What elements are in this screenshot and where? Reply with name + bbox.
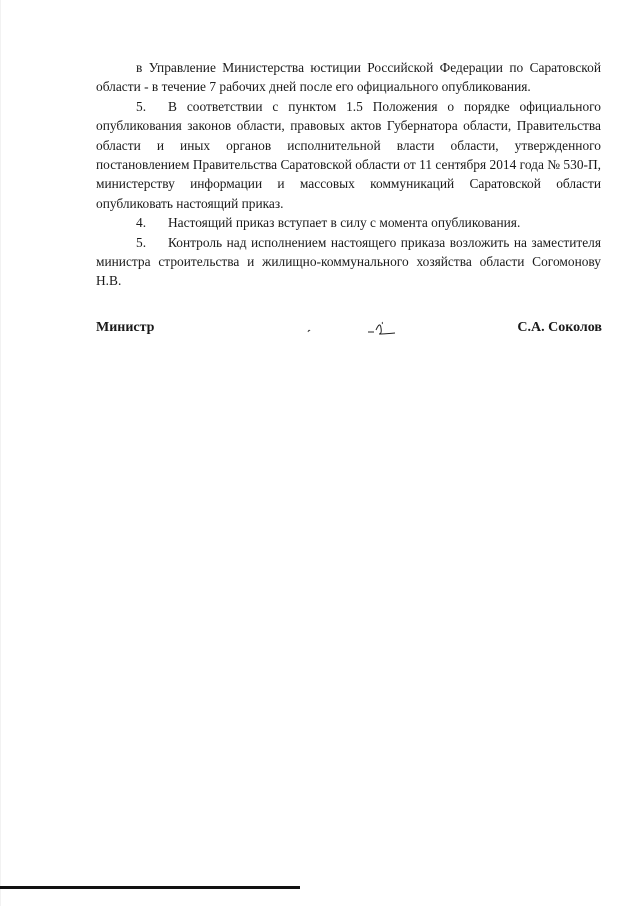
handwritten-signature	[306, 318, 416, 342]
signature-block	[96, 318, 602, 342]
signatory-title: Министр	[96, 320, 155, 335]
paragraph-item-4-effect	[96, 213, 601, 232]
document-body	[96, 58, 601, 291]
paragraph-intro-fragment	[96, 58, 601, 97]
scan-edge	[0, 0, 1, 906]
paragraph-text: в Управление Министерства юстиции Российской Федерации по Саратовской области - в течение 7 рабочих дней после его официального опубликования.	[96, 60, 601, 95]
paragraph-item-5-control	[96, 233, 601, 291]
paragraph-text: Настоящий приказ вступает в силу с момента опубликования.	[168, 215, 521, 231]
page-bottom-rule	[0, 886, 300, 889]
signatory-name: С.А. Соколов	[517, 320, 602, 335]
paragraph-text: В соответствии с пунктом 1.5 Положения о порядке официального опубликования законов области, правовых актов Губернатора области, Правительства области и иных органов исполнительной власти области, утвержденного постановлением Правительства Саратовской области от 11 сентября 2014 года № 530-П, министерству информации и массовых коммуникаций Саратовской области опубликовать настоящий приказ.	[96, 98, 601, 211]
paragraph-item-5-publication	[96, 97, 601, 213]
paragraph-text: Контроль над исполнением настоящего приказа возложить на заместителя министра строительства и жилищно-коммунального хозяйства области Согомонову Н.В.	[96, 234, 601, 289]
item-number: 5.	[136, 234, 147, 250]
item-number: 4.	[136, 215, 147, 231]
item-number: 5.	[136, 98, 147, 114]
